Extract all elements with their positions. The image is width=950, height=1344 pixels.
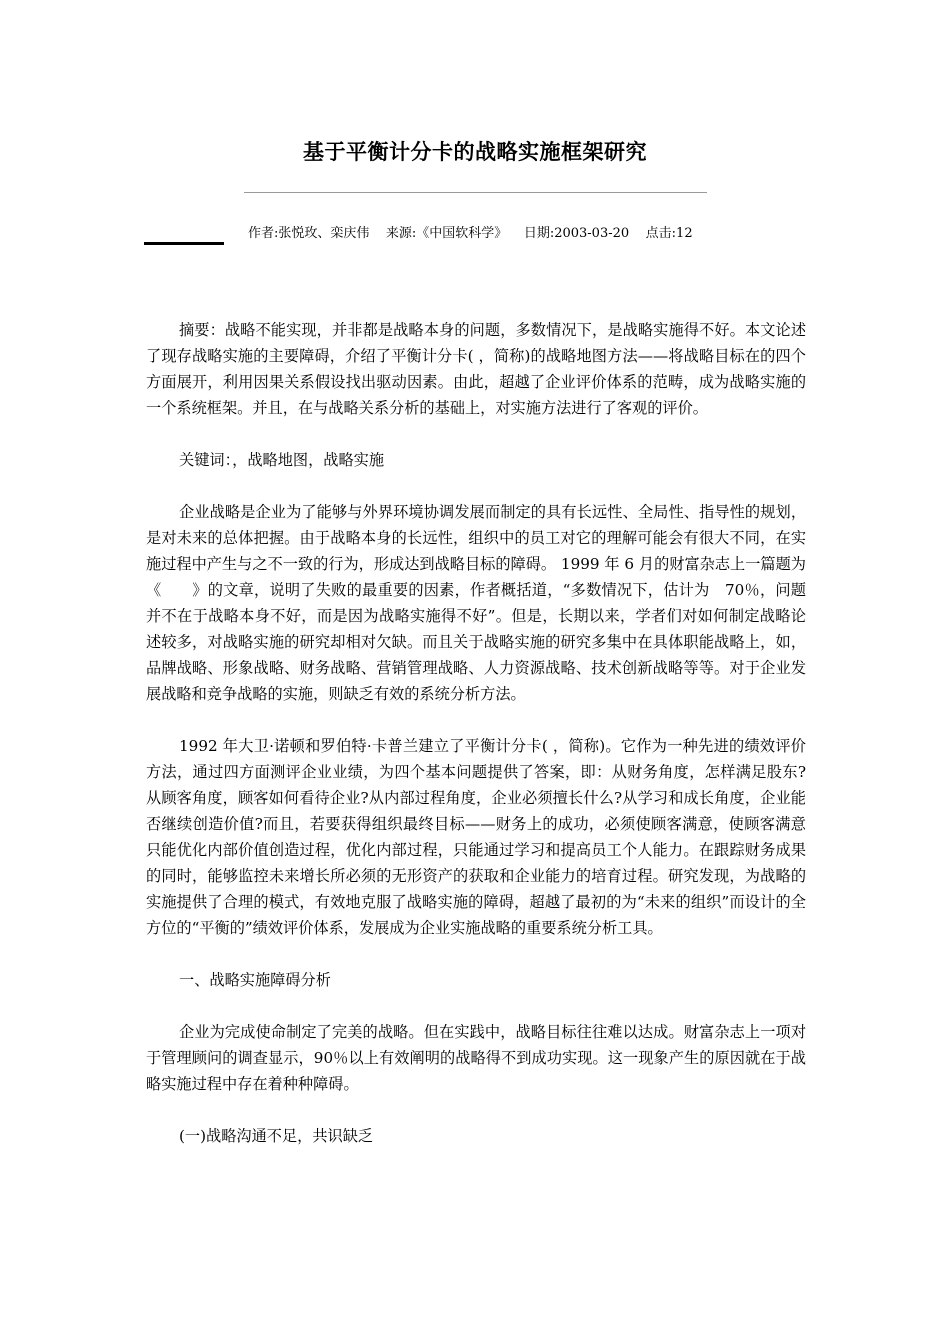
article-title: 基于平衡计分卡的战略实施框架研究	[303, 140, 647, 164]
abstract-paragraph: 摘要：战略不能实现，并非都是战略本身的问题，多数情况下，是战略实施得不好。本文论述了现存战略实施的主要障碍，介绍了平衡计分卡( ，简称)的战略地图方法——将战略目标在的四个方面展开，利用因果关系假设找出驱动因素。由此，超越了企业评价体系的范畴，成为战略实施的一个系统框架。并且，在与战略关系分析的基础上，对实施方法进行了客观的评价。	[146, 321, 806, 417]
left-accent-bar	[144, 242, 224, 245]
keywords-paragraph: 关键词：，战略地图，战略实施	[179, 451, 385, 469]
article-body	[146, 317, 806, 1175]
body-paragraph: 1992 年大卫·诺顿和罗伯特·卡普兰建立了平衡计分卡( ，简称)。它作为一种先进的绩效评价方法，通过四方面测评企业业绩，为四个基本问题提供了答案，即：从财务角度，怎样满足股东?从顾客角度，顾客如何看待企业?从内部过程角度，企业必须擅长什么?从学习和成长角度，企业能否继续创造价值?而且，若要获得组织最终目标——财务上的成功，必须使顾客满意，使顾客满意只能优化内部价值创造过程，优化内部过程，只能通过学习和提高员工个人能力。在跟踪财务成果的同时，能够监控未来增长所必须的无形资产的获取和企业能力的培育过程。研究发现，为战略的实施提供了合理的模式，有效地克服了战略实施的障碍，超越了最初的为“未来的组织”而设计的全方位的“平衡的”绩效评价体系，发展成为企业实施战略的重要系统分析工具。	[146, 737, 806, 937]
subsection-heading: (一)战略沟通不足，共识缺乏	[179, 1127, 374, 1145]
body-paragraph: 企业为完成使命制定了完美的战略。但在实践中，战略目标往往难以达成。财富杂志上一项对于管理顾问的调查显示，90％以上有效阐明的战略得不到成功实现。这一现象产生的原因就在于战略实施过程中存在着种种障碍。	[146, 1023, 806, 1093]
article-meta: 作者:张悦玫、栾庆伟 来源:《中国软科学》 日期:2003-03-20 点击:12	[248, 226, 693, 241]
section-heading: 一、战略实施障碍分析	[179, 971, 331, 989]
body-paragraph: 企业战略是企业为了能够与外界环境协调发展而制定的具有长远性、全局性、指导性的规划，是对未来的总体把握。由于战略本身的长远性，组织中的员工对它的理解可能会有很大不同，在实施过程中产生与之不一致的行为，形成达到战略目标的障碍。 1999 年 6 月的财富杂志上一篇题为《 》的文章，说明了失败的最重要的因素，作者概括道，“多数情况下，估计为 70％，问题并不在于战略本身不好，而是因为战略实施得不好”。但是，长期以来，学者们对如何制定战略论述较多，对战略实施的研究却相对欠缺。而且关于战略实施的研究多集中在具体职能战略上，如，品牌战略、形象战略、财务战略、营销管理战略、人力资源战略、技术创新战略等等。对于企业发展战略和竞争战略的实施，则缺乏有效的系统分析方法。	[146, 503, 806, 703]
title-divider	[244, 192, 707, 193]
